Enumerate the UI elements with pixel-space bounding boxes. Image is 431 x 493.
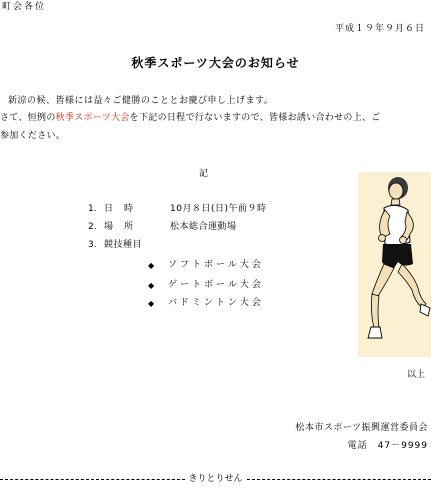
item-label-datetime: 日 時 [104,204,135,214]
item-value-venue: 松本総合運動場 [170,222,237,232]
body-line-2: 参加ください。 [0,131,66,141]
cut-line [0,475,431,484]
cut-line-label: きりとりせん [188,474,243,484]
event-item: ソフトボール大会 [168,260,264,270]
addressee: 町会各位 [2,2,47,12]
item-label-events: 競技種目 [104,240,143,250]
diamond-bullet-icon: ◆ [148,299,155,308]
runner-icon [358,172,431,357]
event-name-highlight: 秋季スポーツ大会 [55,113,130,123]
body-text-pre: さて、恒例の [0,113,56,123]
page-title: 秋季スポーツ大会のお知らせ [131,56,300,70]
diamond-bullet-icon: ◆ [148,261,155,270]
dashed-line-left [0,479,185,480]
item-number: 3. [88,240,97,250]
item-label-venue: 場 所 [104,222,135,232]
diamond-bullet-icon: ◆ [148,281,155,290]
event-item: ゲートボール大会 [168,280,264,290]
event-item: バドミントン大会 [168,298,264,308]
issue-date: 平成１９年９月６日 [334,24,425,34]
organizer-name: 松本市スポーツ振興運営委員会 [295,423,428,433]
item-number: 1. [88,204,97,214]
ki-heading: 記 [199,169,209,179]
body-line-1 [0,114,381,123]
item-number: 2. [88,222,97,232]
item-value-datetime: 10月８日(日)午前９時 [170,204,267,214]
body-text-post: を下記の日程で行ないますので、皆様お誘い合わせの上、ご [129,113,381,123]
runner-illustration [358,172,431,357]
closing-ijou: 以上 [407,370,426,380]
dashed-line-right [247,479,431,480]
greeting-text: 新涼の候、皆様には益々ご健勝のこととお慶び申し上げます。 [8,96,274,106]
phone-number: 電話 47－9999 [347,441,428,451]
